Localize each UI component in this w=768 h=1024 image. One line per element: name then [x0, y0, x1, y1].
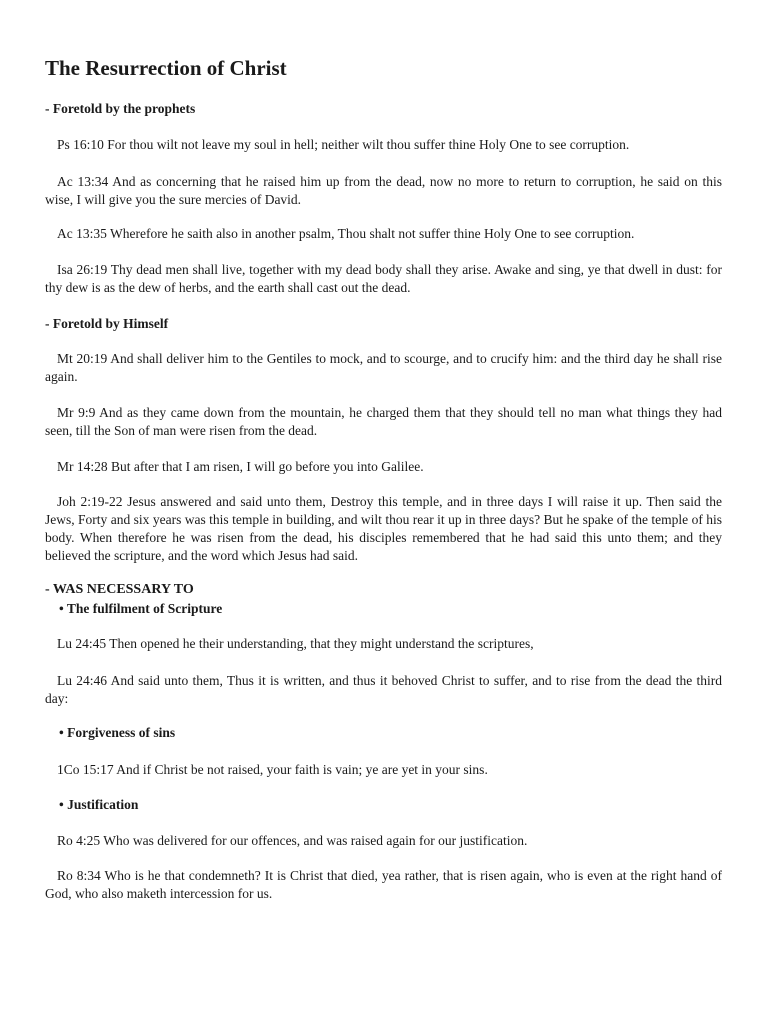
subheading-fulfilment: • The fulfilment of Scripture [59, 601, 223, 616]
verse-joh-2-19-22: Joh 2:19-22 Jesus answered and said unto them, Destroy this temple, and in three days I will raise it up. Then said the Jews, Forty and six years was this temple in building, and wilt thou rear it up in three days? But he spake of the temple of his body. When therefore he was risen from the dead, his disciples remembered that he had said this unto them; and they believed the scripture, and the word which Jesus had said. [45, 494, 722, 563]
verse-lu-24-46: Lu 24:46 And said unto them, Thus it is written, and thus it behoved Christ to suffer, and to rise from the dead the third day: [45, 673, 722, 706]
verse-mr-14-28: Mr 14:28 But after that I am risen, I will go before you into Galilee. [57, 459, 424, 474]
verse-ps-16-10: Ps 16:10 For thou wilt not leave my soul in hell; neither wilt thou suffer thine Holy One to see corruption. [57, 137, 630, 152]
section-heading-prophets: - Foretold by the prophets [45, 101, 196, 116]
verse-ac-13-35: Ac 13:35 Wherefore he saith also in another psalm, Thou shalt not suffer thine Holy One to see corruption. [57, 226, 635, 241]
verse-mr-9-9: Mr 9:9 And as they came down from the mountain, he charged them that they should tell no man what things they had seen, till the Son of man were risen from the dead. [45, 405, 722, 438]
section-heading-necessary: - WAS NECESSARY TO [45, 582, 194, 597]
subheading-forgiveness: • Forgiveness of sins [59, 725, 176, 740]
verse-lu-24-45: Lu 24:45 Then opened he their understanding, that they might understand the scriptures, [57, 636, 534, 651]
page-title: The Resurrection of Christ [45, 56, 287, 80]
verse-ac-13-34: Ac 13:34 And as concerning that he raised him up from the dead, now no more to return to corruption, he said on this wise, I will give you the sure mercies of David. [45, 174, 722, 207]
verse-ro-8-34: Ro 8:34 Who is he that condemneth? It is Christ that died, yea rather, that is risen again, who is even at the right hand of God, who also maketh intercession for us. [45, 868, 722, 901]
section-heading-himself: - Foretold by Himself [45, 316, 169, 331]
verse-ro-4-25: Ro 4:25 Who was delivered for our offences, and was raised again for our justification. [57, 833, 528, 848]
verse-mt-20-19: Mt 20:19 And shall deliver him to the Gentiles to mock, and to scourge, and to crucify him: and the third day he shall rise again. [45, 351, 722, 384]
verse-1co-15-17: 1Co 15:17 And if Christ be not raised, your faith is vain; ye are yet in your sins. [57, 762, 488, 777]
verse-isa-26-19: Isa 26:19 Thy dead men shall live, together with my dead body shall they arise. Awake and sing, ye that dwell in dust: for thy dew is as the dew of herbs, and the earth shall cast out the dead. [45, 262, 722, 295]
subheading-justification: • Justification [59, 797, 139, 812]
